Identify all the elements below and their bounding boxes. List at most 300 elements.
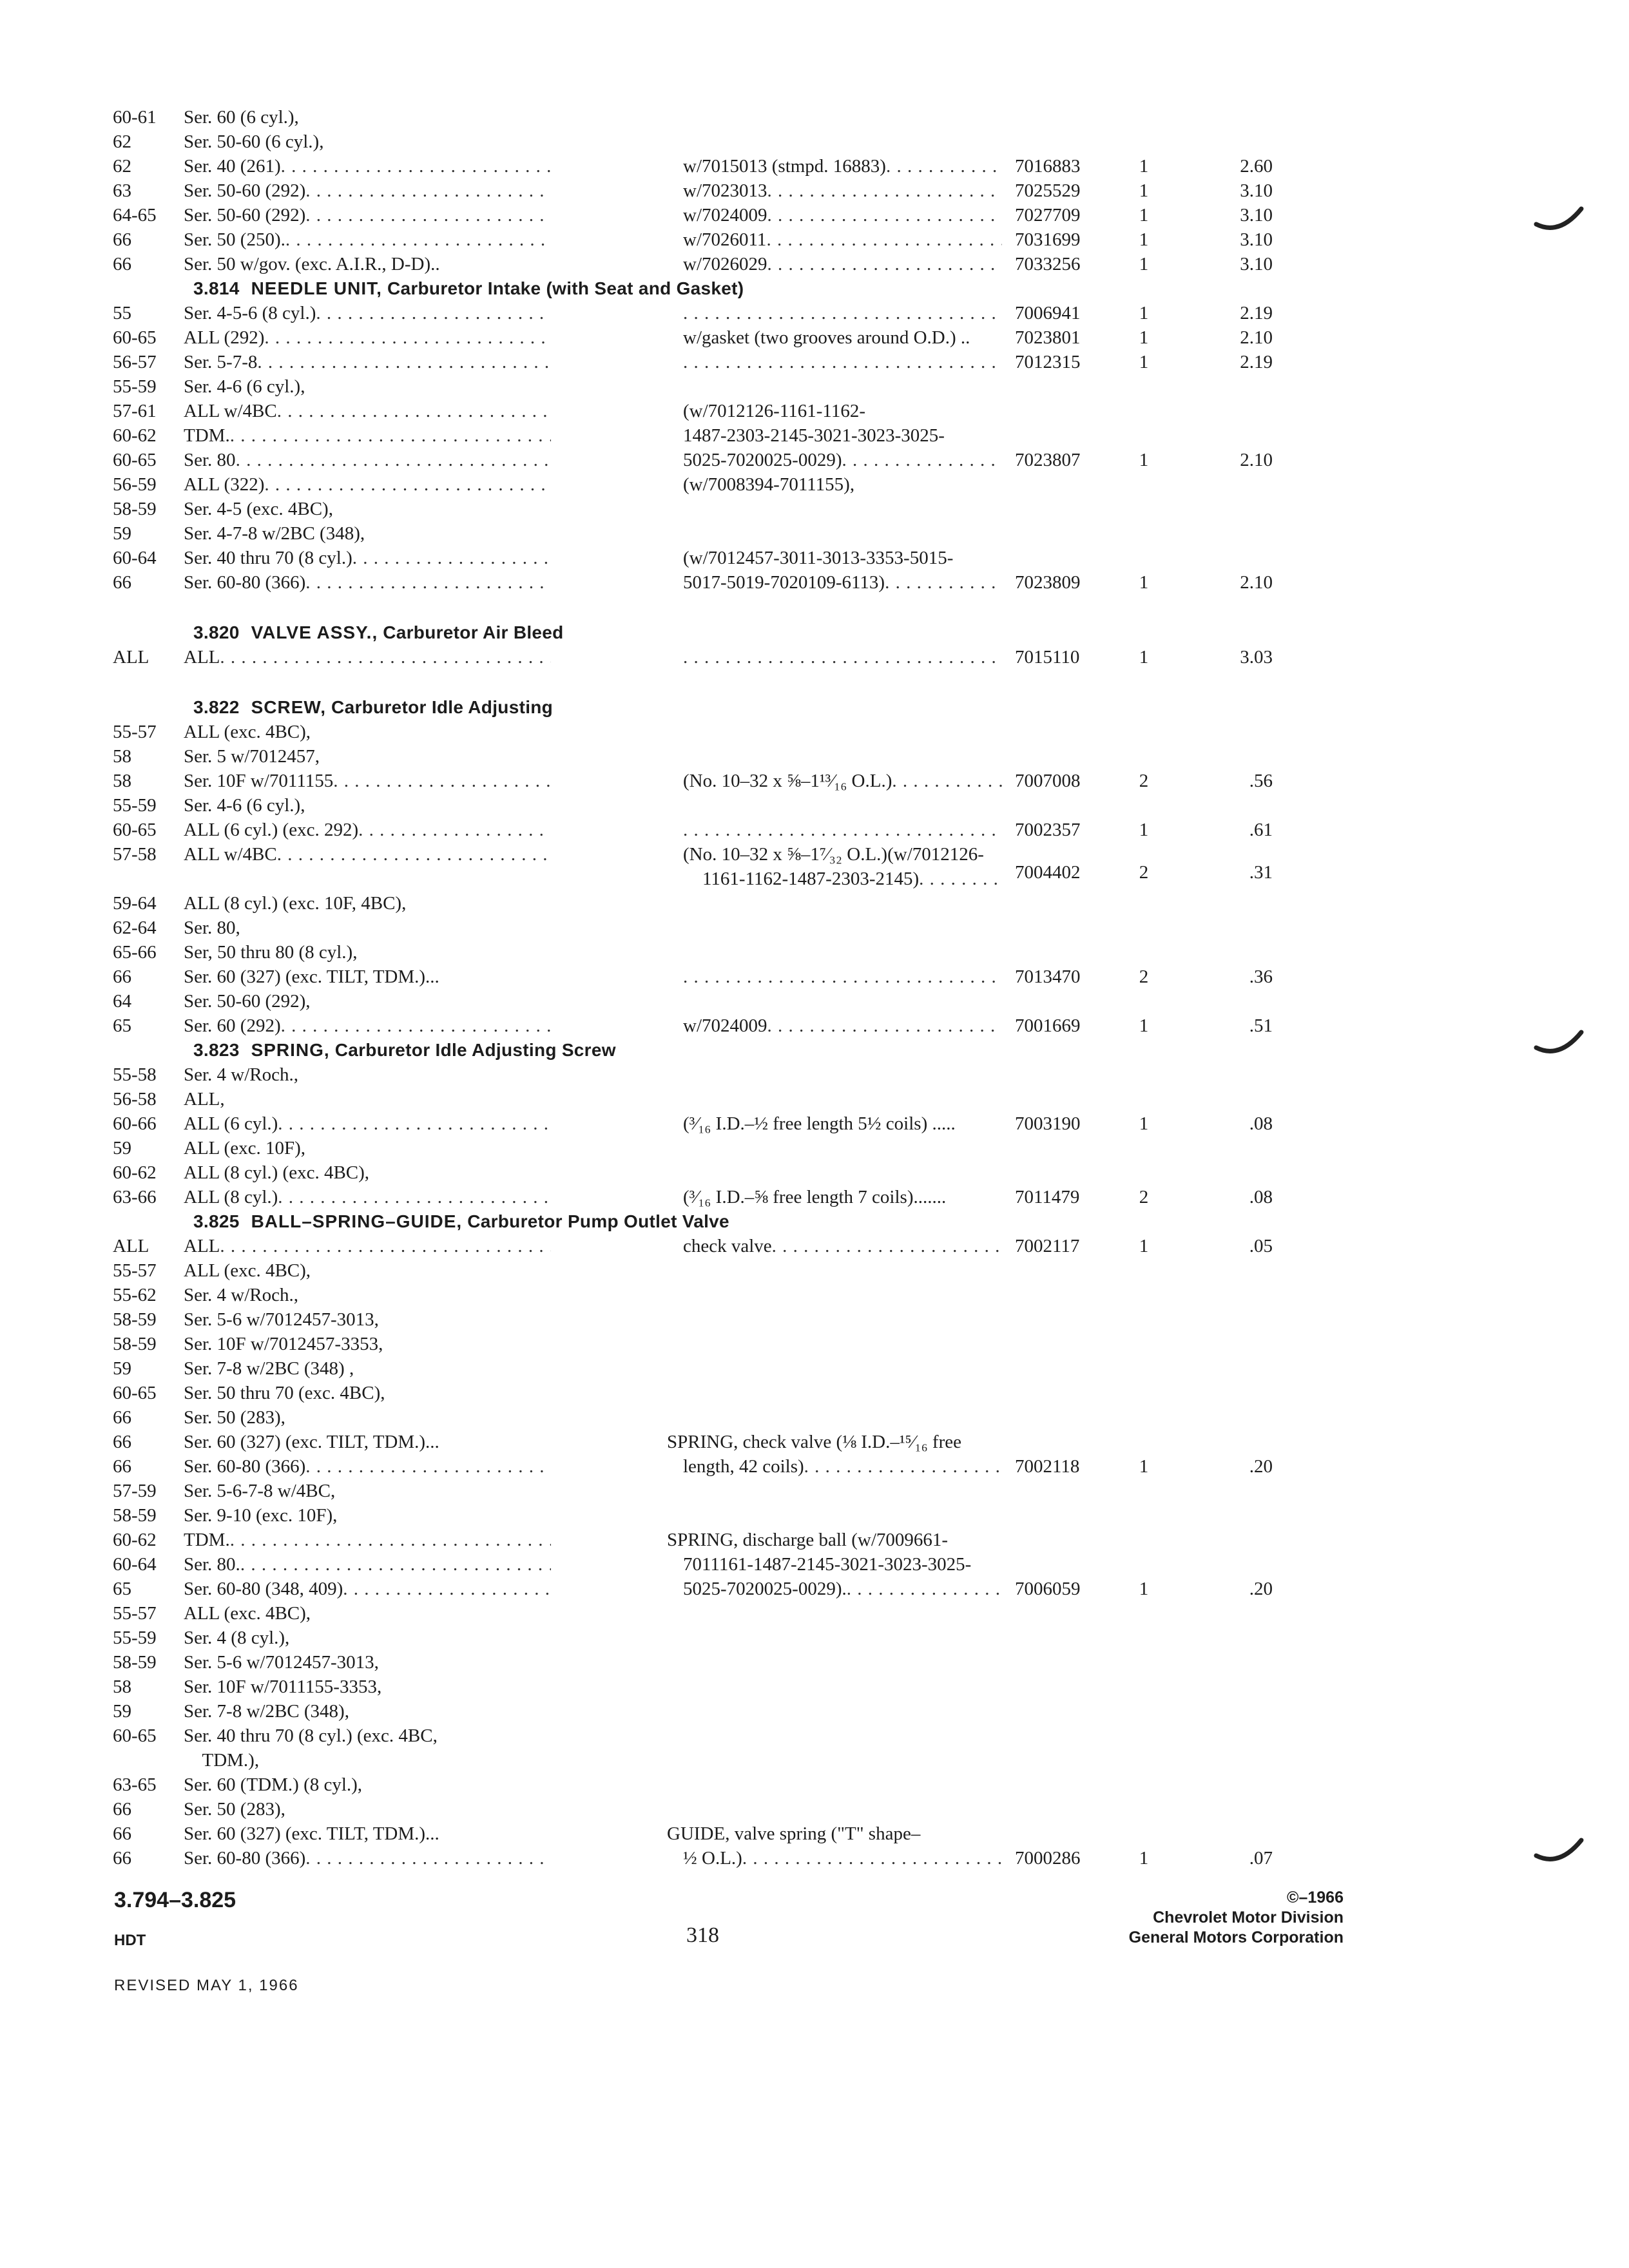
price: .20: [1249, 1456, 1273, 1477]
series-cell: [184, 1846, 551, 1870]
part-number: 7011479: [1015, 1187, 1080, 1207]
dot-leader: [886, 154, 1002, 178]
series-text: Ser. 7-8 w/2BC (348) ,: [184, 1358, 354, 1379]
table-row: [113, 989, 1356, 1014]
model-year: 57-61: [113, 401, 157, 421]
model-year: 63: [113, 180, 131, 201]
series-text: ALL (6 cyl.): [184, 1113, 278, 1134]
model-year: 60-65: [113, 1383, 157, 1403]
series-text: ALL (292): [184, 327, 265, 348]
series-cell: [184, 1577, 551, 1601]
series-text: ALL: [184, 647, 220, 668]
description-text: w/gasket (two grooves around O.D.) ..: [683, 327, 970, 348]
model-year: 64-65: [113, 205, 157, 226]
model-year: 58: [113, 771, 131, 791]
series-cell: [184, 1185, 551, 1209]
part-number: 7023807: [1015, 450, 1081, 470]
quantity: 1: [1139, 572, 1149, 593]
description-cell: [683, 1234, 1002, 1258]
table-row: [113, 916, 1356, 940]
series-cell: [184, 546, 551, 570]
series-text: Ser. 4 (8 cyl.),: [184, 1628, 290, 1648]
series-text: Ser. 60 (327) (exc. TILT, TDM.)...: [184, 966, 439, 987]
dot-leader: [230, 423, 551, 448]
quantity: 1: [1139, 1456, 1149, 1477]
dot-leader: [767, 1014, 1003, 1038]
dot-leader: [358, 818, 551, 842]
part-number: 7002117: [1015, 1236, 1080, 1256]
series-text: Ser. 60-80 (348, 409): [184, 1579, 343, 1599]
price: .61: [1249, 820, 1273, 840]
model-year: 60-61: [113, 107, 157, 128]
table-row: [113, 891, 1356, 916]
description-cell: [683, 252, 1002, 276]
series-text: Ser. 60-80 (366): [184, 1848, 306, 1869]
table-row: [113, 1160, 1356, 1185]
series-text: ALL: [184, 1236, 220, 1256]
model-year: 59: [113, 1701, 131, 1722]
part-number: 7023801: [1015, 327, 1081, 348]
part-number: 7004402: [1015, 862, 1081, 883]
table-row: [113, 1185, 1356, 1209]
description-text: (³⁄₁₆ I.D.–⅝ free length 7 coils).......: [683, 1187, 947, 1207]
price: .36: [1249, 966, 1273, 987]
dot-leader: [919, 867, 1002, 891]
model-year: ALL: [113, 1236, 149, 1256]
series-text: ALL (6 cyl.) (exc. 292): [184, 820, 359, 840]
series-text: Ser. 4-6 (6 cyl.),: [184, 795, 305, 816]
model-year: 66: [113, 1407, 131, 1428]
model-year: 66: [113, 1456, 131, 1477]
part-number: 7023809: [1015, 572, 1081, 593]
model-year: 60-65: [113, 1725, 157, 1746]
price: 3.10: [1240, 254, 1273, 274]
part-number: 7015110: [1015, 647, 1080, 668]
table-row: [113, 301, 1356, 325]
page-footer: [113, 1888, 1356, 2017]
part-number: 7012315: [1015, 352, 1081, 372]
table-row: [113, 1675, 1356, 1699]
model-year: 55-62: [113, 1285, 157, 1305]
dot-leader: [230, 1528, 551, 1552]
dot-leader: [333, 769, 551, 793]
series-text: Ser. 4 w/Roch.,: [184, 1285, 299, 1305]
dot-leader: [316, 301, 551, 325]
model-year: 66: [113, 254, 131, 274]
dot-leader: [842, 448, 1002, 472]
description-cell: [683, 154, 1002, 178]
section-number: 3.825: [193, 1211, 240, 1231]
table-row: [113, 472, 1356, 497]
series-text: Ser. 7-8 w/2BC (348),: [184, 1701, 349, 1722]
table-row: [113, 720, 1356, 744]
table-row: [113, 203, 1356, 227]
table-row: [113, 497, 1356, 521]
model-year: 58: [113, 1677, 131, 1697]
quantity: 1: [1139, 1579, 1149, 1599]
model-year: 55-58: [113, 1064, 157, 1085]
dot-leader: [742, 1846, 1002, 1870]
table-row: [113, 1552, 1356, 1577]
quantity: 1: [1139, 1236, 1149, 1256]
quantity: 1: [1139, 820, 1149, 840]
description-cell: [683, 1577, 1002, 1601]
description-text: SPRING, discharge ball (w/7009661-: [667, 1530, 949, 1550]
dot-leader: [343, 1577, 551, 1601]
part-number: 7027709: [1015, 205, 1081, 226]
model-year: 63-65: [113, 1774, 157, 1795]
series-cell: [184, 570, 551, 595]
series-cell: [184, 203, 551, 227]
table-row: [113, 154, 1356, 178]
series-text: Ser. 10F w/7012457-3353,: [184, 1334, 383, 1354]
series-text: Ser. 4-6 (6 cyl.),: [184, 376, 305, 397]
series-text: ALL,: [184, 1089, 225, 1110]
description-text: w/7024009: [683, 205, 767, 226]
series-cell: [184, 1528, 551, 1552]
series-text: ALL (exc. 10F),: [184, 1138, 305, 1158]
quantity: 1: [1139, 303, 1149, 323]
series-text: Ser. 80: [184, 450, 236, 470]
series-text: Ser, 50 thru 80 (8 cyl.),: [184, 942, 358, 963]
table-row: [113, 1014, 1356, 1038]
quantity: 1: [1139, 1848, 1149, 1869]
section-description: Carburetor Pump Outlet Valve: [467, 1211, 729, 1231]
series-cell: [184, 399, 551, 423]
series-cell: [184, 842, 551, 867]
model-year: 60-65: [113, 450, 157, 470]
dot-leader: [683, 645, 1002, 669]
section-number: 3.822: [193, 697, 240, 717]
description-cell: [683, 842, 1002, 891]
model-year: 59: [113, 1138, 131, 1158]
table-row: [113, 448, 1356, 472]
description-text: GUIDE, valve spring ("T" shape–: [667, 1823, 921, 1844]
dot-leader: [240, 1552, 551, 1577]
section-name: SPRING,: [251, 1040, 330, 1060]
table-row: [113, 1062, 1356, 1087]
series-text: Ser. 50-60 (292),: [184, 991, 311, 1012]
description-cell: [683, 448, 1002, 472]
binding-mark: [1534, 205, 1585, 233]
section-name: NEEDLE UNIT,: [251, 278, 382, 298]
series-text: ALL w/4BC: [184, 844, 277, 865]
dot-leader: [264, 325, 551, 350]
table-row: [113, 1699, 1356, 1724]
description-text: (No. 10–32 x ⅝–1¹³⁄₁₆ O.L.): [683, 771, 892, 791]
dot-leader: [767, 203, 1003, 227]
price: 2.10: [1240, 572, 1273, 593]
dot-leader: [278, 1185, 551, 1209]
quantity: 1: [1139, 156, 1149, 177]
dot-leader: [766, 227, 1002, 252]
model-year: 60-66: [113, 1113, 157, 1134]
table-row: [113, 521, 1356, 546]
table-row: [113, 744, 1356, 769]
price: 3.10: [1240, 180, 1273, 201]
part-number: 7006941: [1015, 303, 1081, 323]
table-row: [113, 1724, 1356, 1748]
model-year: 65: [113, 1015, 131, 1036]
series-text: Ser. 50-60 (292): [184, 205, 306, 226]
model-year: 55-57: [113, 722, 157, 742]
series-text: ALL (8 cyl.): [184, 1187, 278, 1207]
section-description: Carburetor Idle Adjusting: [331, 697, 554, 717]
series-text: Ser. 4 w/Roch.,: [184, 1064, 299, 1085]
model-year: 60-62: [113, 1530, 157, 1550]
series-text: Ser. 60 (327) (exc. TILT, TDM.)...: [184, 1432, 439, 1452]
description-text: 7011161-1487-2145-3021-3023-3025-: [683, 1554, 972, 1575]
dot-leader: [892, 769, 1002, 793]
model-year: 56-58: [113, 1089, 157, 1110]
table-row: [113, 130, 1356, 154]
model-year: 58-59: [113, 1505, 157, 1526]
series-text: Ser. 10F w/7011155-3353,: [184, 1677, 382, 1697]
description-line: [683, 867, 1002, 891]
model-year: 62: [113, 131, 131, 152]
series-cell: [184, 325, 551, 350]
series-text: Ser. 4-7-8 w/2BC (348),: [184, 523, 365, 544]
part-number: 7031699: [1015, 229, 1081, 250]
description-text: w/7023013: [683, 180, 767, 201]
series-cell: [184, 423, 551, 448]
part-number: 7000286: [1015, 1848, 1081, 1869]
dot-leader: [683, 818, 1002, 842]
model-year: 55: [113, 303, 131, 323]
table-row: [113, 1626, 1356, 1650]
section-description: Carburetor Air Bleed: [383, 622, 564, 642]
table-row: [113, 1748, 1356, 1773]
description-text: w/7015013 (stmpd. 16883): [683, 156, 886, 177]
table-row: [113, 769, 1356, 793]
section-name: SCREW,: [251, 697, 327, 717]
table-row: [113, 399, 1356, 423]
series-text: TDM.: [184, 425, 230, 446]
model-year: 57-59: [113, 1481, 157, 1501]
series-text: Ser. 80,: [184, 918, 240, 938]
description-text: (w/7008394-7011155),: [683, 474, 855, 495]
model-year: 65: [113, 1579, 131, 1599]
price: 3.10: [1240, 229, 1273, 250]
dot-leader: [305, 178, 551, 203]
model-year: 58-59: [113, 1652, 157, 1673]
section-name: BALL–SPRING–GUIDE,: [251, 1211, 463, 1231]
model-year: 66: [113, 1432, 131, 1452]
binding-mark: [1534, 1028, 1585, 1057]
series-cell: [184, 350, 551, 374]
quantity: 1: [1139, 450, 1149, 470]
catalog-label: HDT: [114, 1932, 146, 1949]
series-text: Ser. 40 thru 70 (8 cyl.): [184, 548, 352, 568]
part-number: 7025529: [1015, 180, 1081, 201]
part-number: 7013470: [1015, 966, 1081, 987]
dot-leader: [683, 965, 1002, 989]
series-cell: [184, 472, 551, 497]
series-text: Ser. 4-5-6 (8 cyl.): [184, 303, 316, 323]
price: .56: [1249, 771, 1273, 791]
table-row: [113, 105, 1356, 130]
part-number: 7002357: [1015, 820, 1081, 840]
series-cell: [184, 448, 551, 472]
table-row: [113, 1356, 1356, 1381]
series-text: Ser. 40 (261): [184, 156, 281, 177]
description-cell: [683, 350, 1002, 374]
dot-leader: [847, 1577, 1002, 1601]
series-cell: [184, 1234, 551, 1258]
quantity: 1: [1139, 1113, 1149, 1134]
dot-leader: [220, 1234, 551, 1258]
part-number: 7001669: [1015, 1015, 1081, 1036]
section-description: Carburetor Idle Adjusting Screw: [334, 1040, 616, 1060]
description-text: length, 42 coils): [683, 1456, 804, 1477]
model-year: 60-64: [113, 1554, 157, 1575]
table-row: [113, 645, 1356, 669]
quantity: 1: [1139, 254, 1149, 274]
table-row: [113, 1503, 1356, 1528]
series-text: Ser. 5-6 w/7012457-3013,: [184, 1309, 379, 1330]
table-row: [113, 1405, 1356, 1430]
dot-leader: [305, 203, 551, 227]
dot-leader: [305, 570, 551, 595]
dot-leader: [683, 301, 1002, 325]
table-row: [113, 374, 1356, 399]
model-year: 58-59: [113, 499, 157, 519]
price: 2.19: [1240, 303, 1273, 323]
quantity: 1: [1139, 647, 1149, 668]
series-cell: [184, 301, 551, 325]
series-text: Ser. 5-6-7-8 w/4BC,: [184, 1481, 336, 1501]
model-year: 66: [113, 1848, 131, 1869]
description-cell: [683, 1014, 1002, 1038]
description-text: (³⁄₁₆ I.D.–½ free length 5½ coils) .....: [683, 1113, 956, 1134]
price: .31: [1249, 862, 1273, 883]
corporation-name: General Motors Corporation: [1128, 1928, 1344, 1946]
page-number: 318: [686, 1923, 719, 1947]
table-row: [113, 423, 1356, 448]
series-text: Ser. 9-10 (exc. 10F),: [184, 1505, 338, 1526]
series-text: Ser. 60 (292): [184, 1015, 281, 1036]
model-year: 66: [113, 1799, 131, 1820]
binding-mark: [1534, 1836, 1585, 1865]
description-cell: [683, 818, 1002, 842]
description-text: w/7026011: [683, 229, 767, 250]
model-year: 66: [113, 572, 131, 593]
table-row: [113, 1332, 1356, 1356]
series-text: ALL (exc. 4BC),: [184, 1603, 311, 1624]
section-gap: [113, 595, 1356, 620]
model-year: 62-64: [113, 918, 157, 938]
dot-leader: [804, 1454, 1002, 1479]
part-number: 7002118: [1015, 1456, 1080, 1477]
dot-leader: [767, 178, 1003, 203]
description-text: w/7026029: [683, 254, 767, 274]
dot-leader: [305, 1846, 551, 1870]
table-row: [113, 1846, 1356, 1870]
model-year: 66: [113, 1823, 131, 1844]
table-row: [113, 178, 1356, 203]
part-number: 7007008: [1015, 771, 1081, 791]
table-row: [113, 1307, 1356, 1332]
publisher-block: [1129, 1888, 1344, 1948]
series-cell: [184, 227, 551, 252]
series-text: Ser. 50-60 (6 cyl.),: [184, 131, 324, 152]
dot-leader: [264, 472, 551, 497]
table-row: [113, 252, 1356, 276]
price: 3.03: [1240, 647, 1273, 668]
series-text: Ser. 5 w/7012457,: [184, 746, 320, 767]
description-line: (No. 10–32 x ⅝–1⁷⁄₃₂ O.L.)(w/7012126-: [683, 844, 984, 865]
revision-date: REVISED MAY 1, 1966: [114, 1977, 299, 1994]
series-cell: [184, 1014, 551, 1038]
series-cell: [184, 1454, 551, 1479]
quantity: 1: [1139, 1015, 1149, 1036]
table-row: [113, 325, 1356, 350]
price: 2.10: [1240, 327, 1273, 348]
dot-leader: [772, 1234, 1002, 1258]
model-year: 66: [113, 229, 131, 250]
table-row: [113, 1479, 1356, 1503]
model-year: 59: [113, 523, 131, 544]
price: .08: [1249, 1113, 1273, 1134]
table-row: [113, 1234, 1356, 1258]
part-number: 7016883: [1015, 156, 1081, 177]
quantity: 1: [1139, 180, 1149, 201]
description-text: 5025-7020025-0029): [683, 450, 842, 470]
section-number: 3.823: [193, 1040, 240, 1060]
quantity: 2: [1139, 771, 1149, 791]
section-name: VALVE ASSY.,: [251, 622, 378, 642]
series-text: Ser. 50 (283),: [184, 1407, 285, 1428]
table-row: [113, 1454, 1356, 1479]
description-text: ½ O.L.): [683, 1848, 742, 1869]
description-cell: [683, 570, 1002, 595]
model-year: 55-59: [113, 1628, 157, 1648]
table-row: [113, 1381, 1356, 1405]
table-row: [113, 570, 1356, 595]
quantity: 1: [1139, 327, 1149, 348]
table-row: [113, 1087, 1356, 1111]
series-text: Ser. 60 (TDM.) (8 cyl.),: [184, 1774, 363, 1795]
table-row: [113, 1283, 1356, 1307]
section-description: Carburetor Intake (with Seat and Gasket): [387, 278, 744, 298]
series-text: TDM.: [184, 1530, 230, 1550]
section-heading: [113, 695, 1356, 720]
table-row: [113, 1773, 1356, 1797]
model-year: 55-57: [113, 1260, 157, 1281]
model-year: 60-65: [113, 820, 157, 840]
part-number: 7006059: [1015, 1579, 1081, 1599]
series-text: Ser. 50 (250).: [184, 229, 285, 250]
table-row: [113, 793, 1356, 818]
part-number: 7003190: [1015, 1113, 1081, 1134]
quantity: 2: [1139, 1187, 1149, 1207]
model-year: 55-57: [113, 1603, 157, 1624]
description-cell: [683, 178, 1002, 203]
section-number: 3.820: [193, 622, 240, 642]
dot-leader: [220, 645, 551, 669]
section-gap: [113, 669, 1356, 695]
model-year: 58-59: [113, 1309, 157, 1330]
series-text: Ser. 80.: [184, 1554, 240, 1575]
price: .51: [1249, 1015, 1273, 1036]
dot-leader: [885, 570, 1002, 595]
quantity: 1: [1139, 352, 1149, 372]
table-row: [113, 1821, 1356, 1846]
quantity: 1: [1139, 229, 1149, 250]
table-row: [113, 842, 1356, 891]
price: 3.10: [1240, 205, 1273, 226]
series-text: Ser. 60-80 (366): [184, 1456, 306, 1477]
